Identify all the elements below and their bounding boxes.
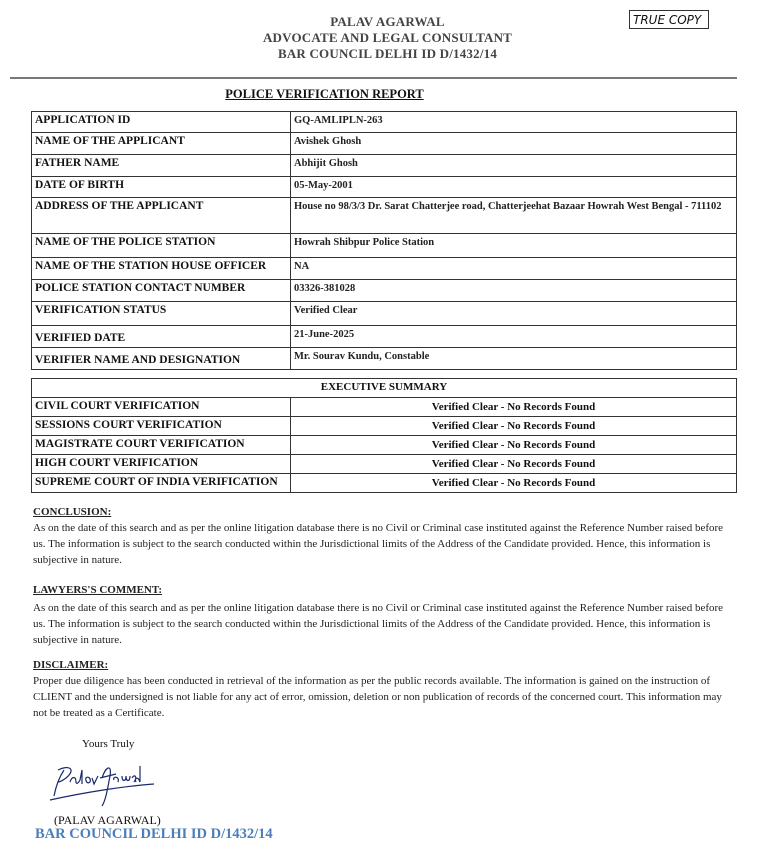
row-value: 05-May-2001: [291, 177, 737, 198]
table-row: [32, 302, 737, 326]
advocate-bar-id: BAR COUNCIL DELHI ID D/1432/14: [277, 46, 498, 61]
row-label: HIGH COURT VERIFICATION: [32, 455, 291, 474]
row-value: Abhijit Ghosh: [291, 155, 737, 177]
lawyers-comment-text: As on the date of this search and as per the online litigation database there is no Civil or Criminal case instituted against the Reference Number raised before us. The information is subject to the search conducted within the Jurisdictional limits of the Address of the Candidate provided. Hence, this information is subjective in nature.: [33, 602, 724, 646]
lawyers-comment-section: [33, 582, 733, 648]
row-label: NAME OF THE APPLICANT: [32, 133, 291, 155]
table-row: [32, 326, 737, 348]
table-row: [32, 258, 737, 280]
summary-header-row: [32, 379, 737, 398]
row-value: Verified Clear - No Records Found: [291, 398, 737, 417]
conclusion-section: [33, 504, 733, 568]
disclaimer-section: [33, 657, 733, 721]
conclusion-text: As on the date of this search and as per the online litigation database there is no Civil or Criminal case instituted against the Reference Number raised before us. The information is subject to the search conducted within the Jurisdictional limits of the Address of the Candidate provided. Hence, this information is subjective in nature.: [33, 522, 724, 566]
row-label: VERIFIED DATE: [32, 326, 291, 348]
row-label: VERIFIER NAME AND DESIGNATION: [32, 348, 291, 370]
row-value: NA: [291, 258, 737, 280]
row-label: MAGISTRATE COURT VERIFICATION: [32, 436, 291, 455]
row-label: CIVIL COURT VERIFICATION: [32, 398, 291, 417]
disclaimer-heading: DISCLAIMER:: [33, 659, 109, 671]
row-value: Verified Clear - No Records Found: [291, 417, 737, 436]
executive-summary-table: [31, 378, 737, 493]
applicant-details-table: [31, 111, 737, 370]
row-value: Verified Clear - No Records Found: [291, 436, 737, 455]
row-label: POLICE STATION CONTACT NUMBER: [32, 280, 291, 302]
row-value: Verified Clear - No Records Found: [291, 455, 737, 474]
table-row: [32, 133, 737, 155]
row-label: FATHER NAME: [32, 155, 291, 177]
row-value: Howrah Shibpur Police Station: [291, 234, 737, 258]
advocate-name: PALAV AGARWAL: [330, 14, 445, 29]
row-value: Verified Clear - No Records Found: [291, 474, 737, 493]
signature-icon: [36, 756, 156, 812]
row-value: Verified Clear: [291, 302, 737, 326]
row-label: NAME OF THE STATION HOUSE OFFICER: [32, 258, 291, 280]
table-row: [32, 177, 737, 198]
true-copy-stamp: TRUE COPY: [629, 10, 709, 29]
table-row: [32, 198, 737, 234]
row-label: ADDRESS OF THE APPLICANT: [32, 198, 291, 234]
table-row: [32, 398, 737, 417]
table-row: [32, 474, 737, 493]
table-row: [32, 348, 737, 370]
row-value: Avishek Ghosh: [291, 133, 737, 155]
table-row: [32, 280, 737, 302]
row-label: NAME OF THE POLICE STATION: [32, 234, 291, 258]
disclaimer-text: Proper due diligence has been conducted in retrieval of the information as per the public records available. The information is gained on the instruction of CLIENT and the undersigned is not liable for any act of error, omission, deletion or non publication of records of the concerned court. This information may not be treated as a Certificate.: [33, 675, 722, 719]
advocate-title: ADVOCATE AND LEGAL CONSULTANT: [262, 30, 513, 45]
row-value: Mr. Sourav Kundu, Constable: [291, 348, 737, 370]
report-title: POLICE VERIFICATION REPORT: [225, 87, 424, 101]
header-divider: [10, 77, 737, 79]
row-value: GQ-AMLIPLN-263: [291, 112, 737, 133]
summary-title: EXECUTIVE SUMMARY: [32, 379, 737, 398]
row-label: DATE OF BIRTH: [32, 177, 291, 198]
row-label: APPLICATION ID: [32, 112, 291, 133]
table-row: [32, 436, 737, 455]
table-row: [32, 417, 737, 436]
table-row: [32, 234, 737, 258]
conclusion-heading: CONCLUSION:: [33, 506, 112, 518]
lawyers-comment-heading: LAWYERS'S COMMENT:: [33, 584, 163, 596]
row-label: SESSIONS COURT VERIFICATION: [32, 417, 291, 436]
signatory-name: (PALAV AGARWAL): [54, 813, 161, 827]
table-row: [32, 155, 737, 177]
table-row: [32, 455, 737, 474]
row-label: SUPREME COURT OF INDIA VERIFICATION: [32, 474, 291, 493]
row-value: 21-June-2025: [291, 326, 737, 348]
row-value: House no 98/3/3 Dr. Sarat Chatterjee road, Chatterjeehat Bazaar Howrah West Bengal - 711102: [291, 198, 737, 234]
row-label: VERIFICATION STATUS: [32, 302, 291, 326]
table-row: [32, 112, 737, 133]
closing-text: Yours Truly: [82, 738, 135, 750]
signatory-bar-id: BAR COUNCIL DELHI ID D/1432/14: [35, 826, 273, 842]
row-value: 03326-381028: [291, 280, 737, 302]
